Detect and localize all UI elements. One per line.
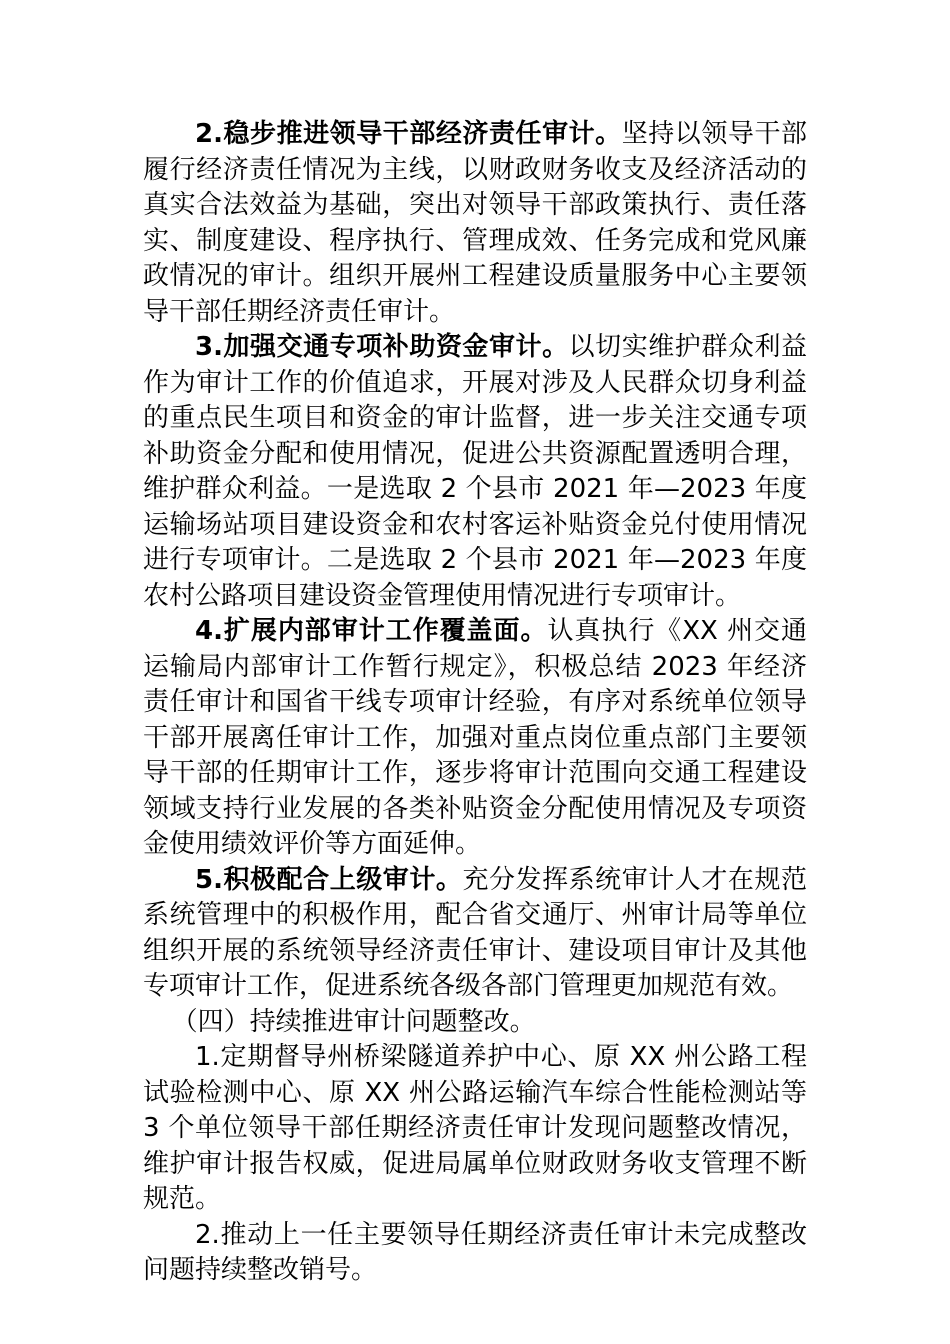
item-3-body: 以切实维护群众利益作为审计工作的价值追求，开展对涉及人民群众切身利益的重点民生项目和资金的审计监督，进一步关注交通专项补助资金分配和使用情况，促进公共资源配置透明合理，维护群众利益。一是选取 2 个县市 2021 年—2023 年度运输场站项目建设资金和农村客运补贴资金兑付使用情况进行专项审计。二是选取 2 个县市 2021 年—2023 年度农村公路项目建设资金管理使用情况进行专项审计。: [143, 332, 807, 611]
item-4-lead: 4.扩展内部审计工作覆盖面。: [195, 616, 548, 646]
document-page: [143, 117, 807, 1289]
item-2-lead: 2.稳步推进领导干部经济责任审计。: [195, 119, 622, 149]
paragraph-item-5: [143, 863, 807, 1005]
item-5-lead: 5.积极配合上级审计。: [195, 864, 463, 895]
item-4-body: 认真执行《XX 州交通运输局内部审计工作暂行规定》，积极总结 2023 年经济责任审计和国省干线专项审计经验，有序对系统单位领导干部开展离任审计工作，加强对重点岗位重点部门主要领导干部的任期审计工作，逐步将审计范围向交通工程建设领域支持行业发展的各类补贴资金分配使用情况及专项资金使用绩效评价等方面延伸。: [143, 616, 807, 859]
paragraph-item-4: [143, 614, 807, 863]
paragraph-item-3: [143, 330, 807, 614]
section-heading: （四）持续推进审计问题整改。: [171, 1006, 536, 1037]
sub-item-1: 1.定期督导州桥梁隧道养护中心、原 XX 州公路工程试验检测中心、原 XX 州公路运输汽车综合性能检测站等 3 个单位领导干部任期经济责任审计发现问题整改情况，维护审计报告权威，促进局属单位财政财务收支管理不断规范。: [143, 1042, 807, 1214]
sub-item-2: 2.推动上一任主要领导任期经济责任审计未完成整改问题持续整改销号。: [143, 1219, 807, 1285]
item-5-body: 充分发挥系统审计人才在规范系统管理中的积极作用，配合省交通厅、州审计局等单位组织开展的系统领导经济责任审计、建设项目审计及其他专项审计工作，促进系统各级各部门管理更加规范有效。: [143, 864, 807, 1001]
item-2-body: 坚持以领导干部履行经济责任情况为主线，以财政财务收支及经济活动的真实合法效益为基础，突出对领导干部政策执行、责任落实、制度建设、程序执行、管理成效、任务完成和党风廉政情况的审计。组织开展州工程建设质量服务中心主要领导干部任期经济责任审计。: [143, 119, 807, 327]
paragraph-item-2: [143, 117, 807, 330]
item-3-lead: 3.加强交通专项补助资金审计。: [195, 332, 569, 362]
